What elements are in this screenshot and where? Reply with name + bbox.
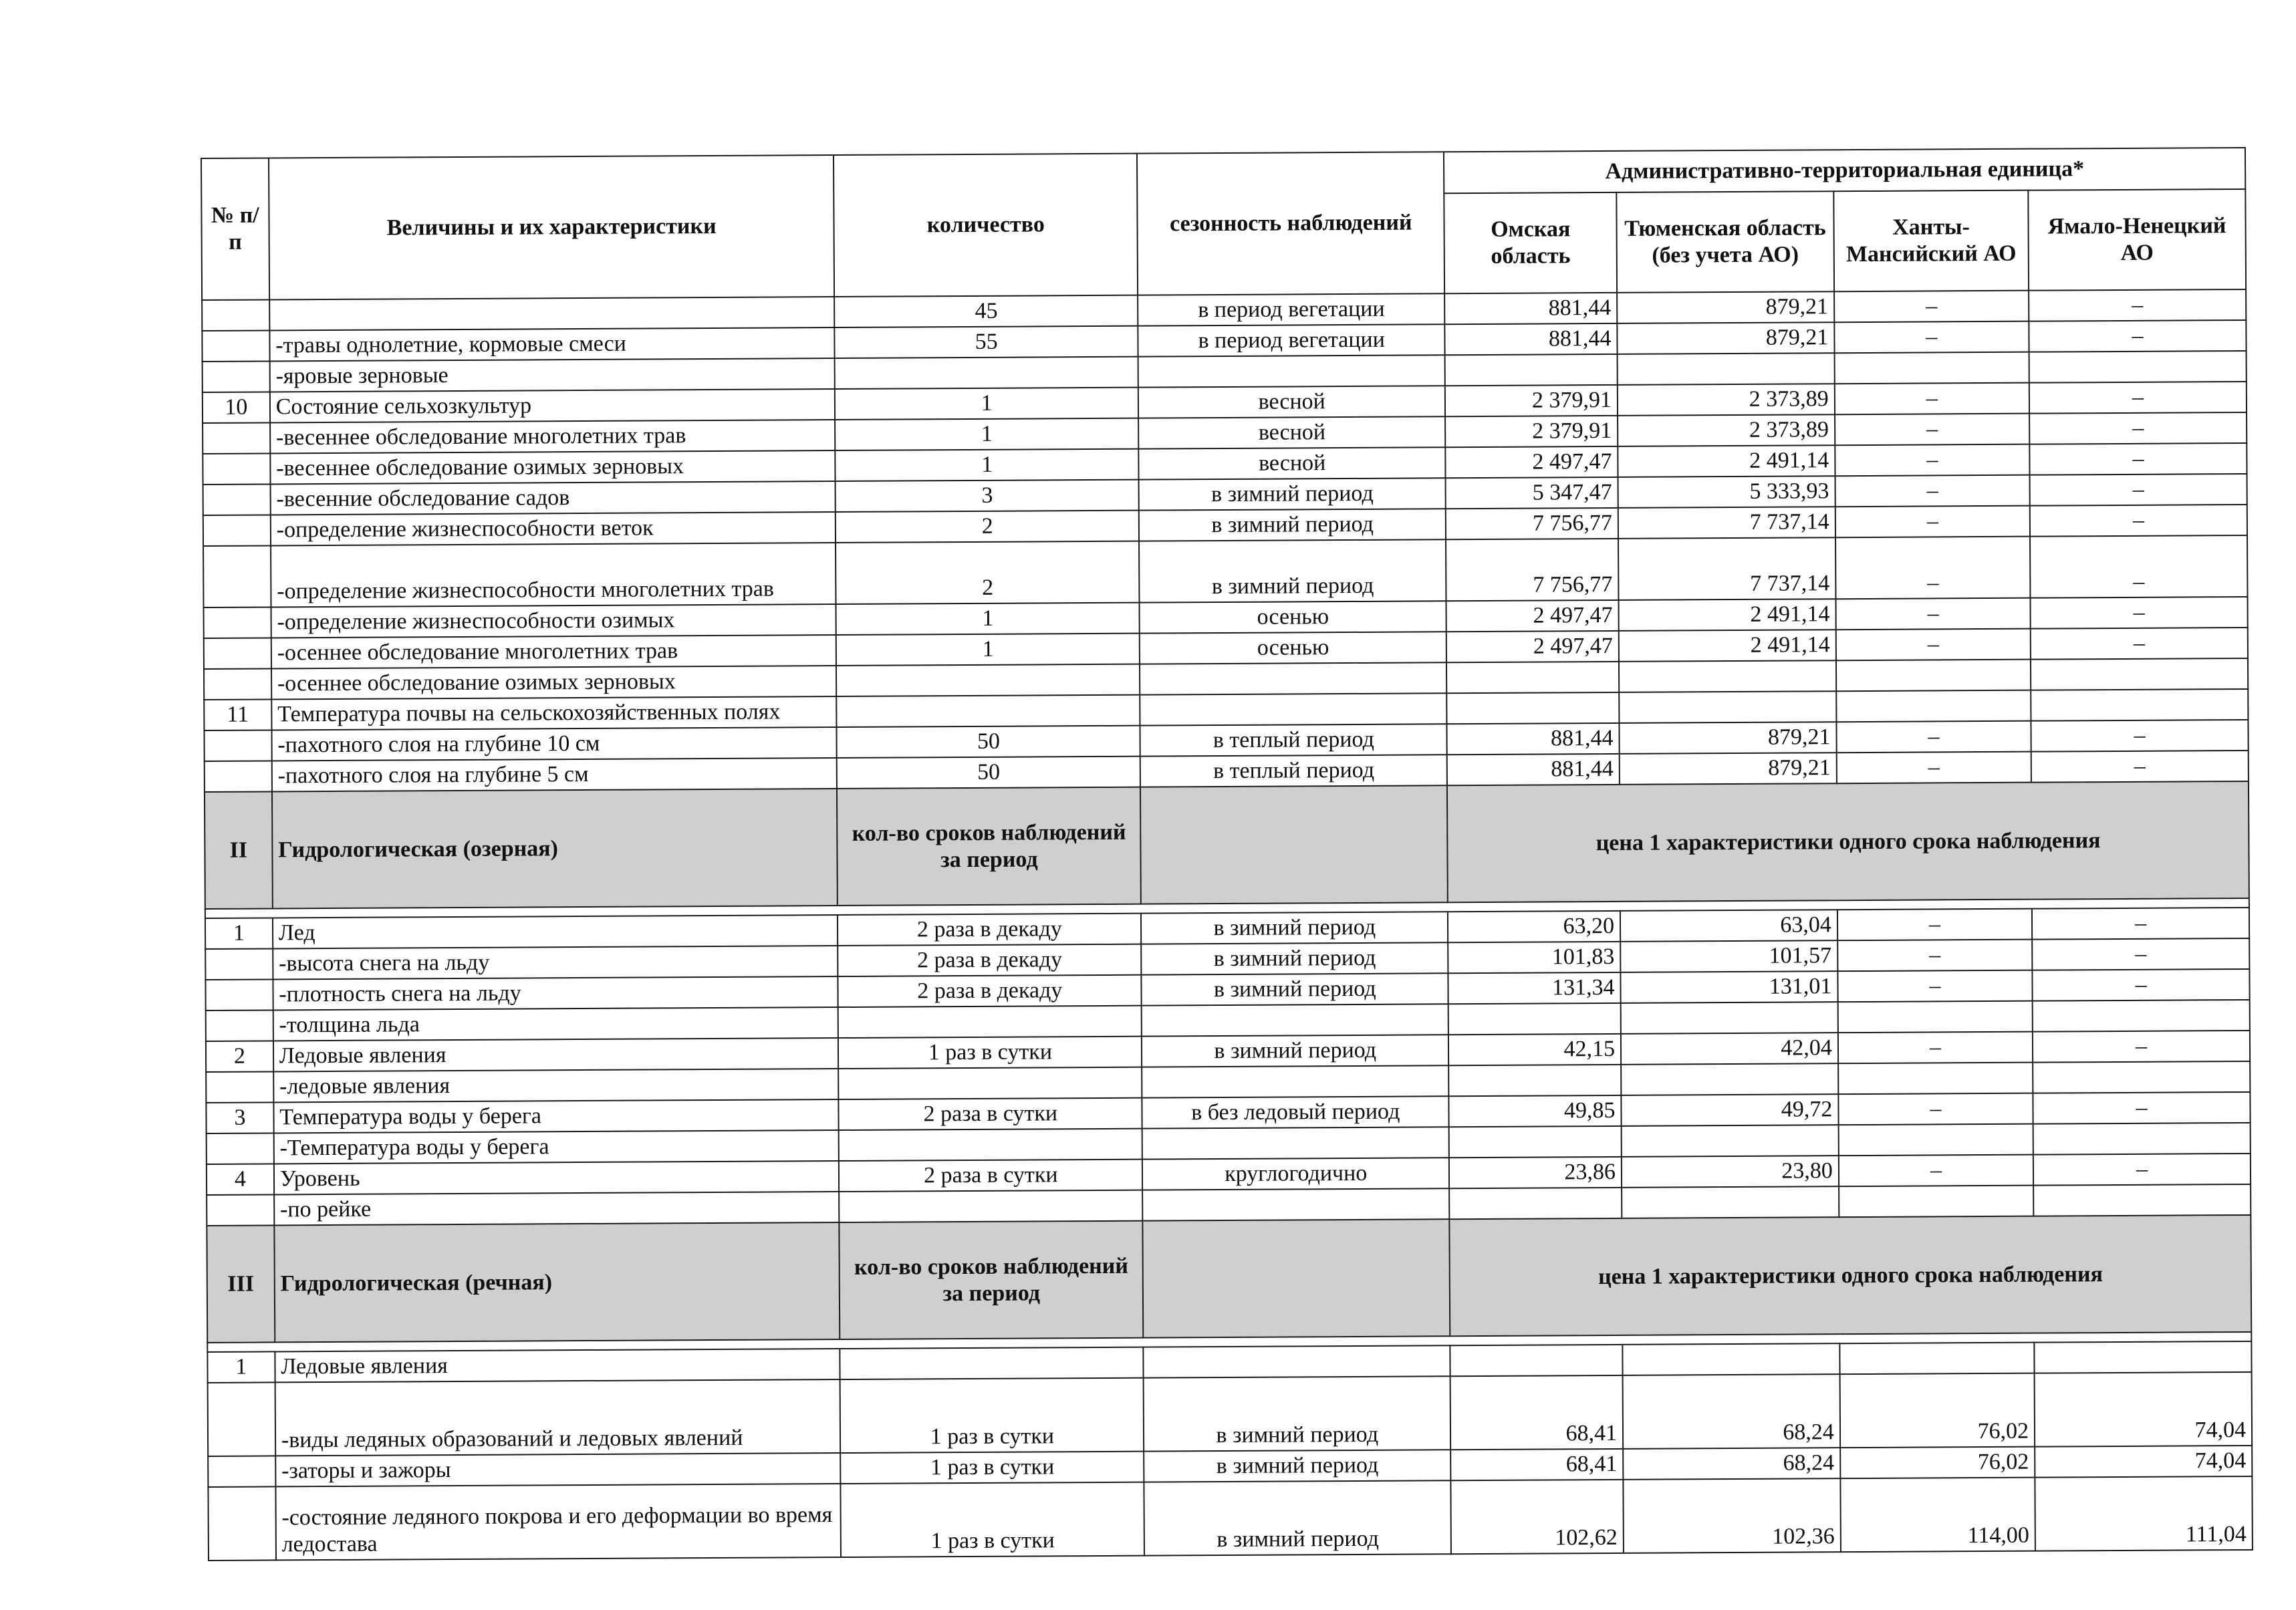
row-value-omsk: 68,41 — [1450, 1375, 1623, 1450]
row-count: 2 — [836, 511, 1139, 543]
row-count — [836, 664, 1140, 696]
row-value-yanao: – — [2029, 412, 2247, 444]
row-quantity-name: Ледовые явления — [273, 1038, 839, 1071]
row-season: в теплый период — [1140, 755, 1447, 787]
row-count: 2 раза в декаду — [838, 975, 1142, 1007]
row-value-omsk: 42,15 — [1448, 1034, 1621, 1065]
row-value-omsk: 101,83 — [1448, 942, 1621, 973]
row-count: 1 — [836, 418, 1139, 450]
row-value-khmao: – — [1837, 970, 2032, 1002]
row-value-omsk — [1448, 1003, 1621, 1035]
row-quantity-name: -состояние ледяного покрова и его деформации во время ледостава — [275, 1484, 841, 1560]
row-season: в теплый период — [1140, 724, 1447, 756]
section-agro-body — [202, 289, 2249, 792]
row-value-tyumen: 879,21 — [1619, 722, 1836, 754]
row-value-khmao — [1838, 1063, 2033, 1095]
row-value-tyumen: 2 491,14 — [1618, 599, 1835, 631]
section-number: II — [205, 791, 273, 909]
row-value-tyumen: 101,57 — [1620, 940, 1837, 972]
row-season: в период вегетации — [1138, 293, 1444, 325]
row-value-tyumen — [1622, 1186, 1839, 1218]
header-count: количество — [834, 154, 1138, 297]
row-season: в период вегетации — [1138, 324, 1444, 356]
row-value-khmao: – — [1835, 444, 2029, 477]
row-quantity-name: -пахотного слоя на глубине 10 см — [271, 727, 837, 761]
row-count: 2 раза в сутки — [839, 1160, 1142, 1192]
row-value-yanao — [2031, 658, 2248, 690]
row-value-omsk: 7 756,77 — [1446, 539, 1618, 601]
row-quantity-name: Температура почвы на сельскохозяйственных полях — [271, 696, 837, 730]
row-number: 1 — [207, 1351, 275, 1383]
row-value-yanao: – — [2031, 597, 2248, 629]
row-value-khmao — [1836, 660, 2031, 692]
row-value-yanao — [2031, 689, 2248, 721]
row-season — [1143, 1345, 1450, 1377]
row-value-khmao: 114,00 — [1840, 1478, 2035, 1553]
row-value-yanao: – — [2029, 382, 2247, 414]
row-value-yanao: – — [2030, 474, 2247, 506]
row-value-yanao: – — [2029, 289, 2246, 321]
section-title: Гидрологическая (озерная) — [272, 789, 838, 908]
row-season — [1138, 355, 1445, 387]
row-season: весной — [1138, 447, 1445, 479]
row-number: 3 — [206, 1102, 273, 1133]
row-value-khmao: – — [1835, 506, 2030, 538]
row-season: осенью — [1140, 632, 1446, 664]
section-count-head: кол-во сроков наблюдений за период — [837, 787, 1141, 906]
row-value-khmao: – — [1837, 940, 2032, 972]
row-season — [1142, 1065, 1448, 1097]
row-season: в зимний период — [1139, 539, 1446, 602]
row-number — [205, 761, 272, 792]
row-value-tyumen — [1621, 1002, 1838, 1034]
row-value-tyumen: 7 737,14 — [1618, 507, 1835, 539]
row-number — [203, 545, 271, 608]
row-season: в зимний период — [1142, 1035, 1448, 1067]
row-number — [203, 453, 270, 485]
section-price-head: цена 1 характеристики одного срока наблюдения — [1450, 1215, 2252, 1336]
row-value-omsk — [1449, 1188, 1622, 1219]
header-season: сезонность наблюдений — [1137, 152, 1444, 295]
row-value-tyumen — [1621, 1063, 1838, 1095]
header-number: № п/п — [201, 158, 269, 300]
row-number — [205, 979, 273, 1011]
row-value-omsk — [1447, 692, 1620, 724]
row-value-tyumen: 2 491,14 — [1619, 630, 1836, 662]
row-value-yanao: – — [2029, 320, 2246, 352]
row-number — [208, 1486, 275, 1561]
row-value-khmao: – — [1835, 475, 2029, 507]
row-value-omsk: 68,41 — [1451, 1449, 1624, 1480]
row-value-omsk: 23,86 — [1449, 1157, 1622, 1188]
row-number: 10 — [203, 392, 270, 423]
row-number: 11 — [204, 699, 271, 730]
row-value-omsk: 881,44 — [1447, 754, 1620, 785]
row-value-khmao: – — [1839, 1155, 2033, 1187]
row-season: в зимний период — [1141, 942, 1448, 974]
row-value-khmao — [1836, 690, 2031, 722]
row-value-khmao: 76,02 — [1840, 1447, 2035, 1479]
row-count: 1 — [835, 388, 1138, 420]
row-value-tyumen: 879,21 — [1617, 291, 1834, 323]
row-season — [1140, 693, 1446, 725]
row-value-tyumen: 49,72 — [1621, 1094, 1838, 1126]
row-value-tyumen: 102,36 — [1623, 1478, 1840, 1553]
row-quantity-name: -по рейке — [274, 1192, 840, 1225]
row-number: 1 — [205, 918, 273, 949]
row-value-tyumen: 7 737,14 — [1618, 537, 1835, 600]
header-region-yanao: Ямало-Ненецкий АО — [2028, 189, 2246, 291]
row-number — [203, 422, 270, 454]
row-value-yanao — [2033, 1123, 2251, 1155]
row-season: в зимний период — [1144, 1480, 1452, 1555]
row-count — [839, 1129, 1142, 1161]
row-value-khmao: – — [1836, 721, 2031, 753]
row-value-tyumen: 2 491,14 — [1618, 445, 1835, 477]
row-count: 2 раза в декаду — [838, 914, 1141, 946]
row-count: 1 — [836, 634, 1140, 666]
section-lake-header — [205, 781, 2249, 918]
row-number — [208, 1382, 275, 1456]
row-value-tyumen: 63,04 — [1620, 910, 1837, 942]
row-value-khmao: – — [1834, 291, 2029, 323]
row-quantity-name: Ледовые явления — [275, 1349, 840, 1382]
row-value-tyumen — [1622, 1125, 1839, 1157]
row-value-yanao — [2029, 351, 2247, 383]
row-value-omsk — [1449, 1065, 1622, 1096]
row-value-omsk: 2 379,91 — [1445, 416, 1618, 447]
row-season: в зимний период — [1142, 973, 1448, 1005]
row-value-khmao: – — [1835, 537, 2031, 599]
row-count — [840, 1347, 1144, 1379]
row-quantity-name: -пахотного слоя на глубине 5 см — [272, 758, 838, 791]
row-number — [203, 515, 271, 546]
row-value-omsk — [1449, 1126, 1622, 1158]
row-count: 2 — [836, 541, 1140, 604]
row-value-yanao: – — [2030, 535, 2247, 598]
row-value-omsk: 63,20 — [1448, 911, 1620, 942]
row-count — [835, 357, 1138, 389]
row-quantity-name: Лед — [273, 915, 838, 948]
row-number — [202, 330, 269, 362]
row-quantity-name: -определение жизнеспособности многолетних трав — [271, 543, 836, 607]
row-value-omsk — [1450, 1345, 1623, 1376]
row-count: 2 раза в декаду — [838, 944, 1142, 976]
row-number — [204, 607, 271, 638]
row-number — [202, 299, 269, 331]
row-value-tyumen: 131,01 — [1620, 971, 1837, 1003]
row-season: в зимний период — [1141, 912, 1448, 944]
header-region-omsk: Омская область — [1444, 192, 1617, 293]
row-quantity-name: -весеннее обследование озимых зерновых — [270, 450, 836, 484]
row-quantity-name: -толщина льда — [273, 1007, 838, 1041]
row-value-omsk — [1445, 354, 1618, 386]
row-quantity-name: -яровые зерновые — [269, 358, 835, 392]
row-value-khmao — [1838, 1124, 2033, 1156]
row-season: круглогодично — [1142, 1158, 1449, 1190]
row-quantity-name: Уровень — [274, 1161, 840, 1194]
row-count: 55 — [835, 326, 1138, 358]
row-count — [838, 1006, 1142, 1038]
table-row — [203, 535, 2247, 608]
row-count: 1 раз в сутки — [841, 1452, 1144, 1484]
row-value-yanao: – — [2031, 751, 2249, 783]
table-row — [208, 1476, 2253, 1561]
row-number — [205, 948, 273, 980]
row-value-khmao: 76,02 — [1839, 1373, 2035, 1448]
row-count: 1 — [836, 603, 1140, 635]
row-number — [206, 1010, 273, 1041]
row-value-yanao: – — [2032, 908, 2249, 940]
row-quantity-name: -заторы и зажоры — [275, 1453, 841, 1486]
row-value-yanao — [2033, 1184, 2251, 1216]
row-value-omsk: 2 497,47 — [1446, 446, 1618, 478]
row-value-yanao: 74,04 — [2035, 1446, 2252, 1478]
row-season — [1142, 1127, 1449, 1159]
header-region-khmao: Ханты-Мансийский АО — [1833, 190, 2029, 292]
row-value-khmao: – — [1836, 629, 2031, 661]
row-value-omsk: 2 497,47 — [1446, 631, 1619, 662]
row-number — [207, 1194, 274, 1226]
row-value-khmao: – — [1835, 414, 2029, 446]
row-number — [207, 1133, 274, 1164]
row-value-yanao: – — [2033, 1092, 2250, 1124]
row-value-omsk — [1446, 662, 1619, 693]
row-value-omsk: 2 497,47 — [1446, 600, 1619, 632]
row-value-khmao: – — [1837, 752, 2031, 784]
row-value-khmao: – — [1838, 1032, 2033, 1064]
row-count: 50 — [837, 726, 1140, 758]
row-value-yanao: – — [2033, 1154, 2251, 1186]
row-value-tyumen: 879,21 — [1617, 322, 1834, 354]
row-value-tyumen — [1619, 660, 1836, 692]
row-value-yanao: – — [2032, 938, 2249, 970]
row-count: 1 — [836, 449, 1139, 481]
row-quantity-name: Состояние сельхозкультур — [270, 389, 836, 422]
row-value-yanao: 74,04 — [2035, 1372, 2253, 1447]
document-sheet — [201, 147, 2253, 1561]
row-season: в зимний период — [1139, 509, 1446, 541]
header-admin-unit: Административно-территориальная единица* — [1444, 148, 2245, 193]
row-value-omsk: 881,44 — [1447, 723, 1620, 755]
row-number: 4 — [207, 1164, 274, 1195]
row-value-yanao — [2033, 1061, 2250, 1093]
table-row — [208, 1372, 2253, 1456]
row-season — [1140, 662, 1446, 694]
row-season — [1142, 1188, 1449, 1220]
row-quantity-name: -определение жизнеспособности веток — [271, 512, 836, 545]
row-season: в без ледовый период — [1142, 1096, 1449, 1128]
row-quantity-name: -высота снега на льду — [273, 946, 838, 979]
row-quantity-name: -Температура воды у берега — [273, 1130, 839, 1164]
price-table — [201, 147, 2253, 1561]
row-value-tyumen — [1618, 353, 1835, 385]
header-quantity: Величины и их характеристики — [269, 155, 835, 299]
section-count-head: кол-во сроков наблюдений за период — [840, 1221, 1144, 1339]
row-number — [204, 638, 271, 669]
row-value-khmao: – — [1835, 598, 2030, 630]
row-quantity-name — [269, 297, 835, 330]
row-quantity-name: Температура воды у берега — [273, 1099, 839, 1133]
row-season: осенью — [1140, 601, 1446, 633]
row-value-omsk: 102,62 — [1451, 1480, 1624, 1554]
row-value-khmao: – — [1835, 383, 2029, 415]
row-value-tyumen: 879,21 — [1620, 753, 1837, 785]
row-quantity-name: -осеннее обследование озимых зерновых — [271, 666, 837, 699]
row-value-tyumen: 42,04 — [1621, 1033, 1838, 1065]
row-value-khmao — [1839, 1343, 2034, 1375]
row-value-tyumen: 68,24 — [1623, 1374, 1840, 1449]
row-value-omsk: 881,44 — [1444, 293, 1617, 324]
row-value-tyumen: 23,80 — [1622, 1156, 1839, 1188]
row-value-omsk: 7 756,77 — [1446, 508, 1618, 539]
row-number: 2 — [206, 1041, 273, 1072]
section-river-header — [207, 1215, 2251, 1352]
row-value-tyumen: 2 373,89 — [1618, 414, 1835, 446]
row-quantity-name: -весенние обследование садов — [270, 481, 836, 515]
header-region-tyumen: Тюменская область (без учета АО) — [1616, 191, 1834, 293]
row-value-tyumen: 5 333,93 — [1618, 476, 1835, 508]
row-count: 45 — [835, 295, 1138, 327]
section-title: Гидрологическая (речная) — [274, 1222, 840, 1342]
row-value-omsk: 49,85 — [1449, 1095, 1622, 1127]
row-value-khmao — [1839, 1186, 2033, 1218]
section-lake-body — [205, 908, 2251, 1226]
row-count: 1 раз в сутки — [841, 1482, 1144, 1557]
section-number: III — [207, 1225, 275, 1343]
row-value-tyumen — [1619, 691, 1836, 723]
row-value-yanao: – — [2030, 505, 2247, 537]
row-count: 1 раз в сутки — [840, 1378, 1144, 1453]
row-season — [1142, 1004, 1448, 1036]
row-value-omsk: 131,34 — [1448, 972, 1621, 1004]
row-value-tyumen — [1622, 1343, 1839, 1375]
row-value-omsk: 2 379,91 — [1445, 385, 1618, 416]
row-value-khmao: – — [1838, 1093, 2033, 1125]
row-value-tyumen: 68,24 — [1623, 1448, 1840, 1480]
row-value-yanao: 111,04 — [2035, 1476, 2253, 1551]
row-season: в зимний период — [1139, 478, 1446, 510]
row-count: 50 — [837, 757, 1140, 789]
row-value-khmao — [1834, 352, 2029, 384]
row-value-yanao — [2033, 1000, 2250, 1032]
row-quantity-name: -травы однолетние, кормовые смеси — [269, 327, 835, 361]
row-season: в зимний период — [1144, 1450, 1450, 1482]
row-count: 1 раз в сутки — [838, 1037, 1142, 1069]
row-number — [203, 484, 271, 515]
row-count — [837, 695, 1140, 727]
row-quantity-name: -ледовые явления — [273, 1069, 839, 1102]
row-number — [206, 1071, 273, 1103]
row-quantity-name: -виды ледяных образований и ледовых явлений — [275, 1379, 840, 1456]
row-value-khmao: – — [1834, 321, 2029, 354]
row-value-yanao — [2034, 1341, 2251, 1373]
row-value-yanao: – — [2033, 1031, 2250, 1063]
row-count — [839, 1067, 1142, 1099]
row-season: весной — [1138, 416, 1445, 448]
section-empty — [1140, 785, 1448, 904]
section-price-head: цена 1 характеристики одного срока наблюдения — [1447, 781, 2249, 902]
row-quantity-name: -осеннее обследование многолетних трав — [271, 635, 837, 668]
row-count: 2 раза в сутки — [839, 1098, 1142, 1130]
row-value-yanao: – — [2032, 969, 2249, 1001]
row-value-khmao: – — [1837, 909, 2032, 941]
row-count — [840, 1190, 1143, 1222]
row-quantity-name: -весеннее обследование многолетних трав — [270, 420, 836, 453]
row-value-yanao: – — [2031, 628, 2248, 660]
row-number — [208, 1456, 275, 1487]
row-count: 3 — [836, 480, 1139, 512]
row-value-omsk: 5 347,47 — [1446, 477, 1618, 509]
row-value-tyumen: 2 373,89 — [1618, 384, 1835, 416]
row-value-yanao: – — [2029, 443, 2247, 475]
row-quantity-name: -плотность снега на льду — [273, 976, 838, 1010]
row-number — [203, 361, 270, 392]
row-season: в зимний период — [1144, 1376, 1451, 1451]
row-value-omsk: 881,44 — [1445, 323, 1618, 355]
row-number — [204, 730, 271, 761]
row-season: весной — [1138, 386, 1445, 418]
section-empty — [1142, 1219, 1450, 1337]
row-number — [204, 668, 271, 700]
section-river-body — [207, 1341, 2253, 1561]
row-value-yanao: – — [2031, 720, 2248, 752]
row-quantity-name: -определение жизнеспособности озимых — [271, 604, 836, 638]
row-value-khmao — [1837, 1001, 2032, 1033]
